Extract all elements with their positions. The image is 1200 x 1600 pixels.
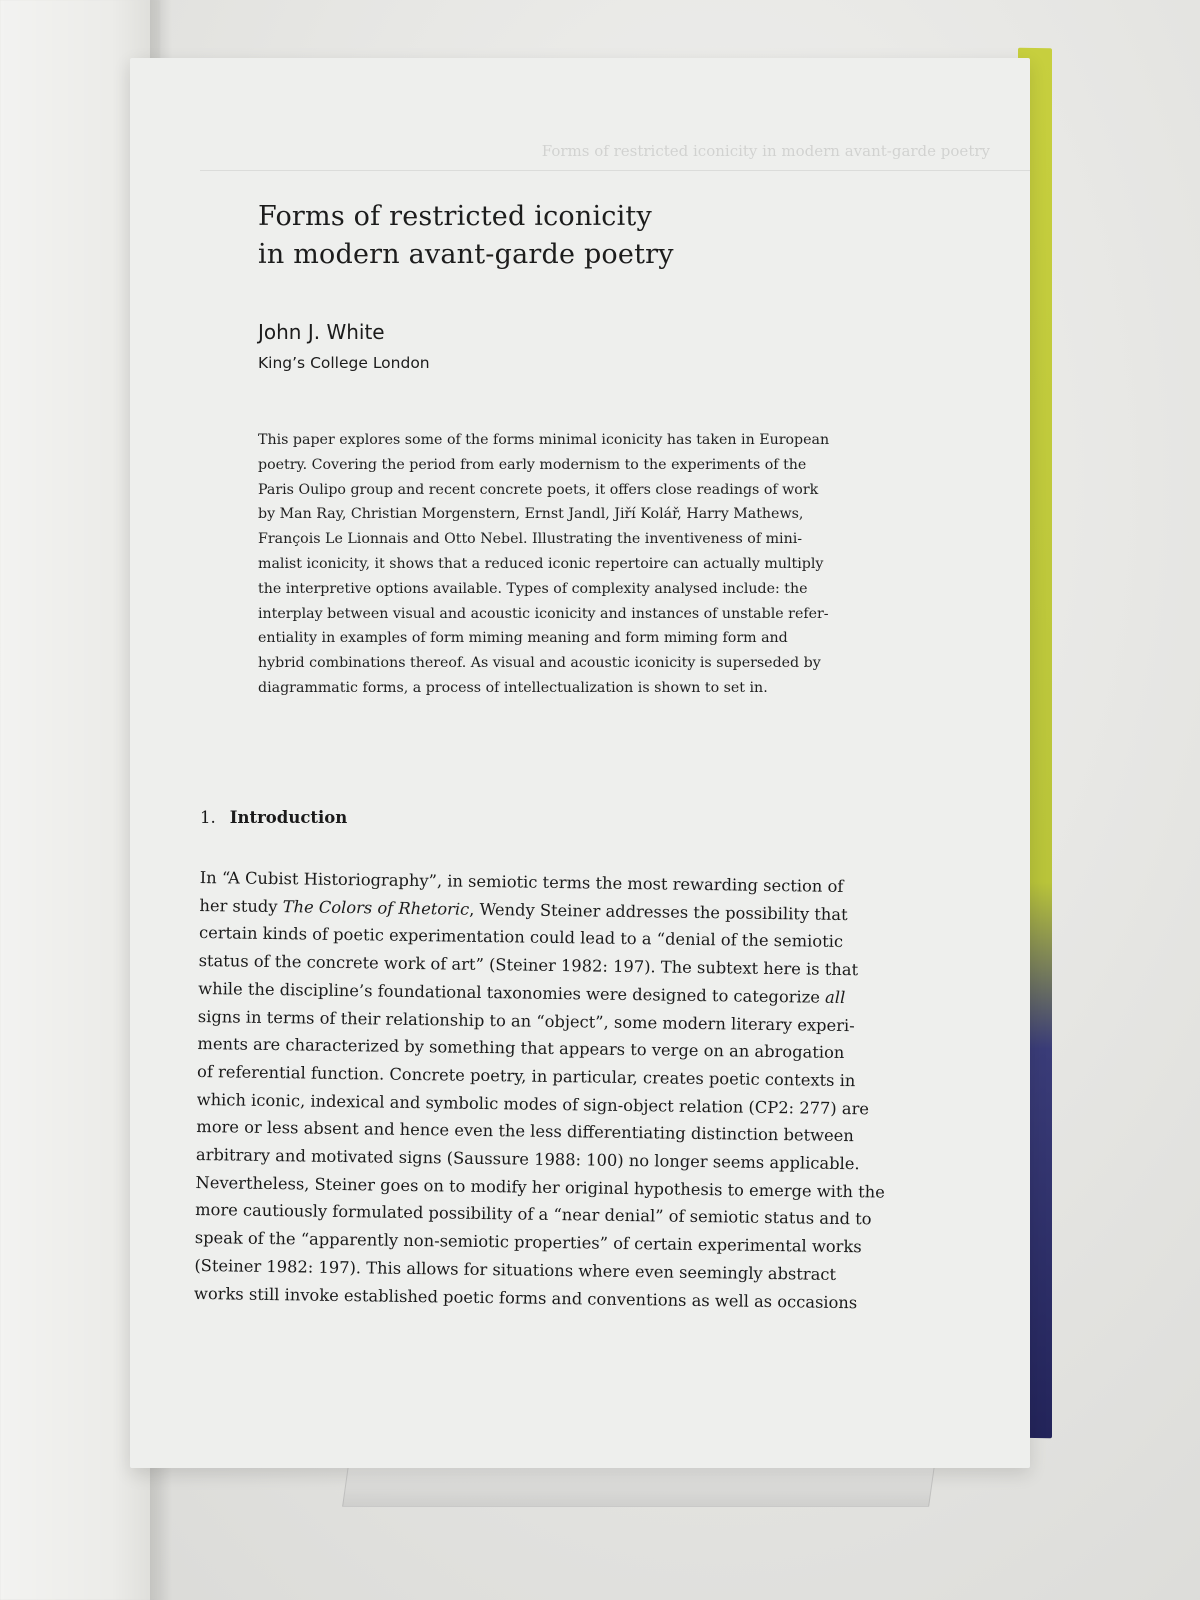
body-text-run: more or less absent and hence even the less differentiating distinction between	[196, 1117, 854, 1146]
body-text-run: certain kinds of poetic experimentation could lead to a “denial of the semiotic	[198, 923, 844, 952]
author-name: John J. White	[258, 320, 385, 344]
abstract-line: entiality in examples of form miming meaning and form miming form and	[258, 630, 788, 647]
body-text-run: her study	[199, 895, 283, 916]
body-text-run: works still invoke established poetic forms and conventions as well as occasions	[193, 1283, 858, 1312]
body-text-run: status of the concrete work of art” (Steiner 1982: 197). The subtext here is that	[198, 951, 859, 980]
body-text-run: In “A Cubist Historiography”, in semiotic terms the most rewarding section of	[199, 867, 844, 896]
author-affiliation: King’s College London	[258, 354, 430, 372]
section-title: Introduction	[229, 808, 348, 827]
article-front-matter	[258, 198, 878, 701]
running-head-rule	[200, 138, 1030, 171]
abstract-line: interplay between visual and acoustic iconicity and instances of unstable refer-	[258, 605, 829, 622]
body-text-run: which iconic, indexical and symbolic modes of sign-object relation (CP2: 277) are	[196, 1089, 870, 1118]
body-text-run: arbitrary and motivated signs (Saussure 1988: 100) no longer seems applicable.	[195, 1145, 860, 1174]
title-line: in modern avant-garde poetry	[258, 239, 674, 270]
title-line: Forms of restricted iconicity	[258, 201, 652, 232]
article-title	[258, 198, 878, 274]
body-text-run: ments are characterized by something that appears to verge on an abrogation	[197, 1034, 845, 1063]
abstract-line: diagrammatic forms, a process of intellectualization is shown to set in.	[258, 679, 768, 696]
abstract	[258, 428, 878, 701]
body-text-run: (Steiner 1982: 197). This allows for situations where even seemingly abstract	[194, 1255, 837, 1284]
right-page	[130, 58, 1030, 1468]
body-text-run: speak of the “apparently non-semiotic properties” of certain experimental works	[194, 1228, 862, 1257]
italic-text-run: The Colors of Rhetoric	[282, 896, 470, 919]
abstract-line: by Man Ray, Christian Morgenstern, Ernst Jandl, Jiří Kolář, Harry Mathews,	[258, 506, 804, 523]
body-text-run: , Wendy Steiner addresses the possibility that	[469, 899, 848, 924]
abstract-line: This paper explores some of the forms minimal iconicity has taken in European	[258, 432, 830, 448]
section-heading	[200, 808, 347, 827]
running-head: Forms of restricted iconicity in modern avant-garde poetry	[541, 142, 990, 160]
body-text-run: Nevertheless, Steiner goes on to modify her original hypothesis to emerge with the	[195, 1172, 885, 1202]
abstract-line: Paris Oulipo group and recent concrete poets, it offers close readings of work	[258, 481, 819, 498]
book-stand	[342, 1465, 935, 1507]
section-number: 1.	[200, 808, 216, 827]
body-text-run: more cautiously formulated possibility of a “near denial” of semiotic status and to	[195, 1200, 872, 1229]
body-text-run: of referential function. Concrete poetry, in particular, creates poetic contexts in	[196, 1061, 856, 1091]
body-text	[194, 864, 900, 1317]
abstract-line: hybrid combinations thereof. As visual and acoustic iconicity is superseded by	[258, 655, 821, 672]
abstract-line: poetry. Covering the period from early modernism to the experiments of the	[258, 456, 807, 473]
italic-text-run: all	[824, 987, 846, 1007]
body-text-run: signs in terms of their relationship to an “object”, some modern literary experi-	[197, 1006, 855, 1035]
abstract-line: malist iconicity, it shows that a reduced iconic repertoire can actually multiply	[258, 555, 824, 572]
abstract-line: the interpretive options available. Types of complexity analysed include: the	[258, 580, 808, 597]
body-text-run: while the discipline’s foundational taxonomies were designed to categorize	[198, 978, 826, 1007]
abstract-line: François Le Lionnais and Otto Nebel. Illustrating the inventiveness of mini-	[258, 531, 803, 548]
